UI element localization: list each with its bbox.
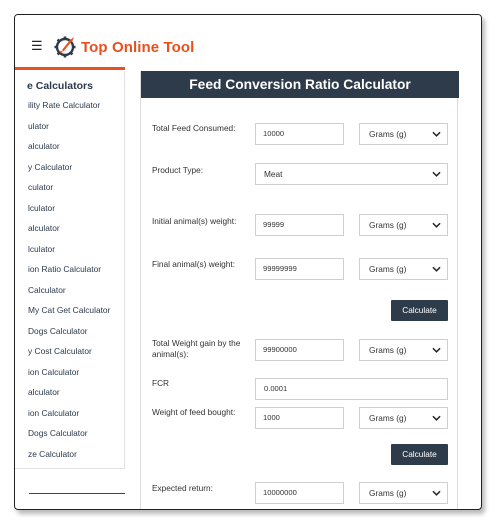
sidebar-list xyxy=(28,99,110,468)
sidebar-item[interactable]: ze Calculator xyxy=(28,448,77,459)
feed-bought-input[interactable]: 1000 xyxy=(255,407,344,429)
sidebar-item[interactable]: Dogs Calculator xyxy=(28,325,88,336)
sidebar-item[interactable]: ion Calculator xyxy=(28,366,80,377)
sidebar-item[interactable]: ulator xyxy=(28,120,49,131)
sidebar-item[interactable]: My Cat Get Calculator xyxy=(28,305,111,315)
fcr-label: FCR xyxy=(152,378,170,388)
chevron-down-icon xyxy=(432,489,441,497)
expected-return-input[interactable]: 10000000 xyxy=(255,482,344,504)
sidebar-item[interactable]: ion Ratio Calculator xyxy=(28,264,102,274)
calculator-title: Feed Conversion Ratio Calculator xyxy=(141,71,459,98)
weight-gain-input[interactable]: 99900000 xyxy=(255,339,344,361)
divider xyxy=(29,493,125,494)
sidebar-item[interactable]: lculator xyxy=(28,243,55,254)
sidebar-item[interactable]: Calculator xyxy=(28,284,66,295)
initial-weight-unit-select[interactable] xyxy=(359,214,448,236)
sidebar-item[interactable]: alculator xyxy=(28,223,60,233)
feed-bought-label: Weight of feed bought: xyxy=(152,407,236,417)
select-value: Grams (g) xyxy=(369,220,407,230)
initial-weight-input[interactable]: 99999 xyxy=(255,214,344,236)
chevron-down-icon xyxy=(432,130,441,138)
select-value: Grams (g) xyxy=(369,129,407,139)
total-feed-unit-select[interactable] xyxy=(359,123,448,145)
hamburger-icon[interactable]: ☰ xyxy=(31,38,43,53)
feed-bought-unit-select[interactable] xyxy=(359,407,448,429)
sidebar-item[interactable]: culator xyxy=(28,182,54,192)
logo-text[interactable]: Top Online Tool xyxy=(81,39,195,56)
final-weight-input[interactable]: 99999999 xyxy=(255,258,344,280)
final-weight-label: Final animal(s) weight: xyxy=(152,259,235,269)
final-weight-unit-select[interactable] xyxy=(359,258,448,280)
fcr-output[interactable]: 0.0001 xyxy=(255,378,448,400)
chevron-down-icon xyxy=(432,221,441,229)
sidebar-item[interactable]: alculator xyxy=(28,141,60,151)
select-value: Grams (g) xyxy=(369,488,407,498)
product-type-label: Product Type: xyxy=(152,165,204,175)
select-value: Grams (g) xyxy=(369,264,407,274)
browser-frame xyxy=(14,14,482,510)
weight-gain-unit-select[interactable] xyxy=(359,339,448,361)
initial-weight-label: Initial animal(s) weight: xyxy=(152,216,237,226)
sidebar-item[interactable]: alculator xyxy=(28,387,60,397)
calculator-panel xyxy=(140,71,458,510)
total-feed-label: Total Feed Consumed: xyxy=(152,123,236,133)
chevron-down-icon xyxy=(432,346,441,354)
weight-gain-label: Total Weight gain by the animal(s): xyxy=(152,338,241,359)
gear-rocket-icon xyxy=(53,35,77,59)
sidebar-item[interactable]: lculator xyxy=(28,202,55,213)
sidebar-item[interactable]: y Calculator xyxy=(28,161,73,172)
site-header xyxy=(15,15,482,71)
calculate-button[interactable]: Calculate xyxy=(391,444,448,465)
expected-return-unit-select[interactable] xyxy=(359,482,448,504)
sidebar-item[interactable]: Dogs Calculator xyxy=(28,428,88,438)
expected-return-label: Expected return: xyxy=(152,483,213,493)
sidebar-accent-bar xyxy=(15,67,125,70)
sidebar-item[interactable]: ility Rate Calculator xyxy=(28,100,101,110)
chevron-down-icon xyxy=(432,414,441,422)
sidebar-item[interactable]: y Cost Calculator xyxy=(28,346,92,356)
select-value: Meat xyxy=(264,169,283,179)
chevron-down-icon xyxy=(432,265,441,273)
total-feed-input[interactable]: 10000 xyxy=(255,123,344,145)
select-value: Grams (g) xyxy=(369,345,407,355)
sidebar xyxy=(15,71,125,469)
sidebar-title: e Calculators xyxy=(27,80,93,92)
sidebar-item[interactable]: ion Calculator xyxy=(28,407,80,418)
select-value: Grams (g) xyxy=(369,413,407,423)
chevron-down-icon xyxy=(432,170,441,178)
product-type-select[interactable] xyxy=(255,163,448,185)
calculate-button[interactable]: Calculate xyxy=(391,300,448,321)
